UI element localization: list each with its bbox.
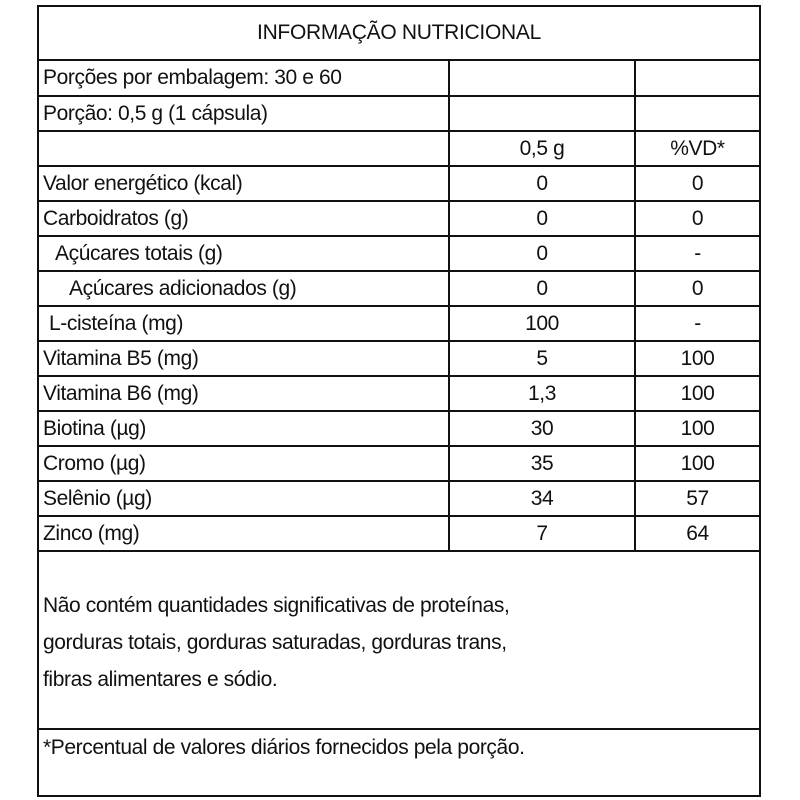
nutrient-amount: 7	[449, 516, 635, 551]
empty-cell	[39, 131, 449, 166]
empty-cell	[449, 96, 635, 131]
nutrient-dv: 100	[635, 446, 759, 481]
table-row	[39, 411, 759, 446]
serving-size-row	[39, 96, 759, 131]
nutrient-name: Valor energético (kcal)	[39, 166, 449, 201]
servings-per-package: Porções por embalagem: 30 e 60	[39, 61, 449, 96]
nutrient-dv: 0	[635, 201, 759, 236]
table-row	[39, 446, 759, 481]
table-row	[39, 201, 759, 236]
nutrient-name: Vitamina B6 (mg)	[39, 376, 449, 411]
nutrient-amount: 1,3	[449, 376, 635, 411]
notes-section	[39, 552, 759, 730]
nutrient-amount: 0	[449, 201, 635, 236]
table-row	[39, 306, 759, 341]
table-row	[39, 516, 759, 551]
nutrient-dv: 64	[635, 516, 759, 551]
nutrient-dv: 57	[635, 481, 759, 516]
nutrient-amount: 5	[449, 341, 635, 376]
table-row	[39, 341, 759, 376]
nutrition-table	[39, 61, 759, 552]
nutrient-name: Açúcares adicionados (g)	[39, 271, 449, 306]
column-header-row	[39, 131, 759, 166]
nutrient-name: Carboidratos (g)	[39, 201, 449, 236]
column-header-amount: 0,5 g	[449, 131, 635, 166]
table-row	[39, 271, 759, 306]
table-row	[39, 376, 759, 411]
notes-line: gorduras totais, gorduras saturadas, gorduras trans,	[43, 631, 507, 654]
nutrient-amount: 0	[449, 271, 635, 306]
nutrient-dv: 0	[635, 271, 759, 306]
serving-size: Porção: 0,5 g (1 cápsula)	[39, 96, 449, 131]
nutrient-name: Selênio (µg)	[39, 481, 449, 516]
notes-line: fibras alimentares e sódio.	[43, 668, 278, 691]
nutrient-name: Vitamina B5 (mg)	[39, 341, 449, 376]
column-header-daily-value: %VD*	[635, 131, 759, 166]
nutrient-name: Cromo (µg)	[39, 446, 449, 481]
nutrient-dv: -	[635, 236, 759, 271]
empty-cell	[635, 96, 759, 131]
nutrient-dv: 100	[635, 411, 759, 446]
nutrient-amount: 30	[449, 411, 635, 446]
nutrient-amount: 34	[449, 481, 635, 516]
nutrient-dv: -	[635, 306, 759, 341]
nutrient-dv: 100	[635, 376, 759, 411]
empty-cell	[449, 61, 635, 96]
label-title: INFORMAÇÃO NUTRICIONAL	[39, 7, 759, 61]
nutrient-amount: 0	[449, 236, 635, 271]
table-row	[39, 236, 759, 271]
table-row	[39, 481, 759, 516]
nutrient-name: Açúcares totais (g)	[39, 236, 449, 271]
nutrient-name: Zinco (mg)	[39, 516, 449, 551]
nutrient-amount: 35	[449, 446, 635, 481]
notes-line: Não contém quantidades significativas de proteínas,	[43, 594, 510, 617]
servings-row	[39, 61, 759, 96]
table-row	[39, 166, 759, 201]
nutrient-amount: 100	[449, 306, 635, 341]
nutrient-name: Biotina (µg)	[39, 411, 449, 446]
nutrient-amount: 0	[449, 166, 635, 201]
empty-cell	[635, 61, 759, 96]
nutrient-dv: 0	[635, 166, 759, 201]
footnote: *Percentual de valores diários fornecidos pela porção.	[43, 735, 525, 759]
nutrition-facts-label	[37, 5, 761, 797]
nutrient-dv: 100	[635, 341, 759, 376]
nutrient-name: L-cisteína (mg)	[39, 306, 449, 341]
